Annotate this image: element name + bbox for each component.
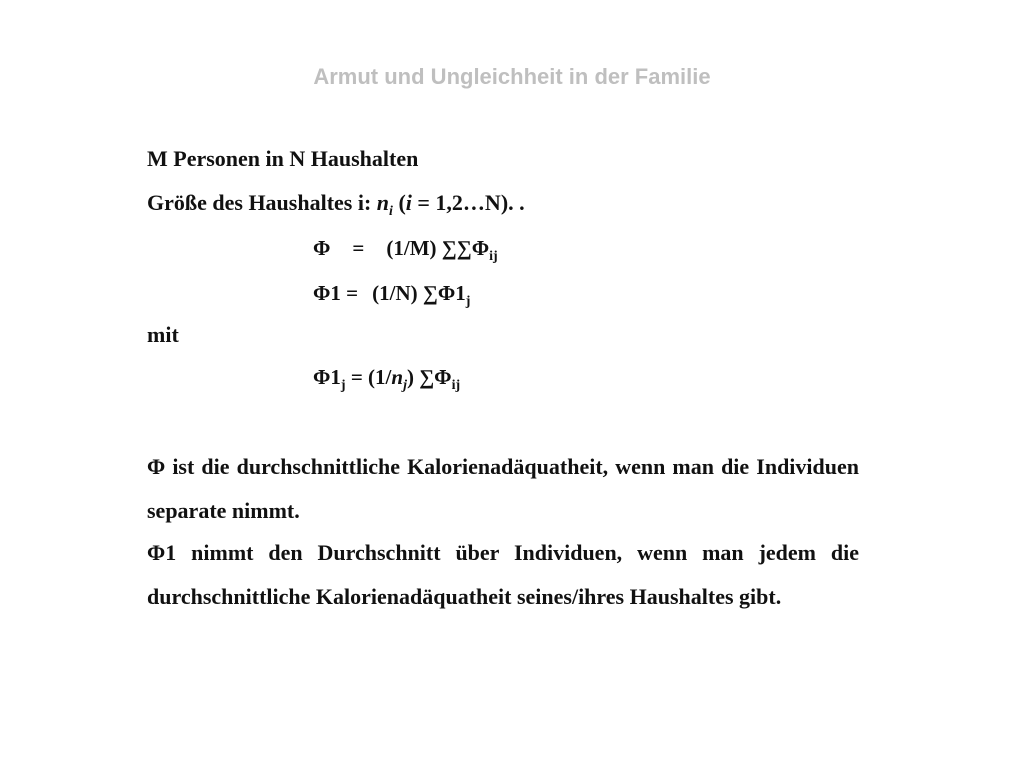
paren-open: (	[392, 190, 406, 215]
equation-phi1j-lhs-sub: j	[340, 378, 346, 393]
equation-phi-sub: ij	[489, 249, 498, 264]
equation-phi-lhs: Φ	[313, 236, 331, 260]
text-mit: mit	[147, 322, 179, 347]
var-n: n	[376, 190, 390, 215]
equation-phi1j-n: n	[391, 365, 404, 389]
equation-phi-rhs: (1/M) ∑∑Φ	[386, 236, 490, 260]
equation-phi1j-lhs: Φ1	[313, 365, 341, 389]
var-n-sub: i	[389, 204, 393, 219]
text-line-persons: M Personen in N Haushalten	[147, 146, 419, 171]
household-size-label: Größe des Haushaltes i:	[147, 190, 377, 215]
equation-phi-equals: =	[352, 236, 365, 260]
equation-phi1-sub: j	[465, 294, 471, 309]
slide-title: Armut und Ungleichheit in der Familie	[313, 64, 711, 89]
range-text: = 1,2…N). .	[411, 190, 525, 215]
equation-phi1-lhs: Φ1 =	[313, 281, 359, 305]
equation-phi1j-rhs: ) ∑Φ	[406, 365, 452, 389]
equation-phi1	[313, 281, 470, 310]
var-i: i	[405, 190, 412, 215]
equation-phi1j-n-sub: j	[403, 378, 407, 393]
equation-phi	[313, 236, 498, 265]
equation-phi1-rhs: (1/N) ∑Φ1	[372, 281, 466, 305]
paragraph-phi1-definition: Φ1 nimmt den Durchschnitt über Individuen, wenn man jedem die durchschnittliche Kalorienadäquatheit seines/ihres Haushaltes gibt.	[147, 540, 859, 609]
text-line-household-size	[147, 190, 525, 220]
paragraph-phi-definition: Φ ist die durchschnittliche Kalorienadäquatheit, wenn man die Individuen separate nimmt.	[147, 454, 859, 523]
equation-phi1j	[313, 365, 460, 394]
equation-phi1j-mid: = (1/	[345, 365, 392, 389]
equation-phi1j-rhs-sub: ij	[451, 378, 461, 393]
